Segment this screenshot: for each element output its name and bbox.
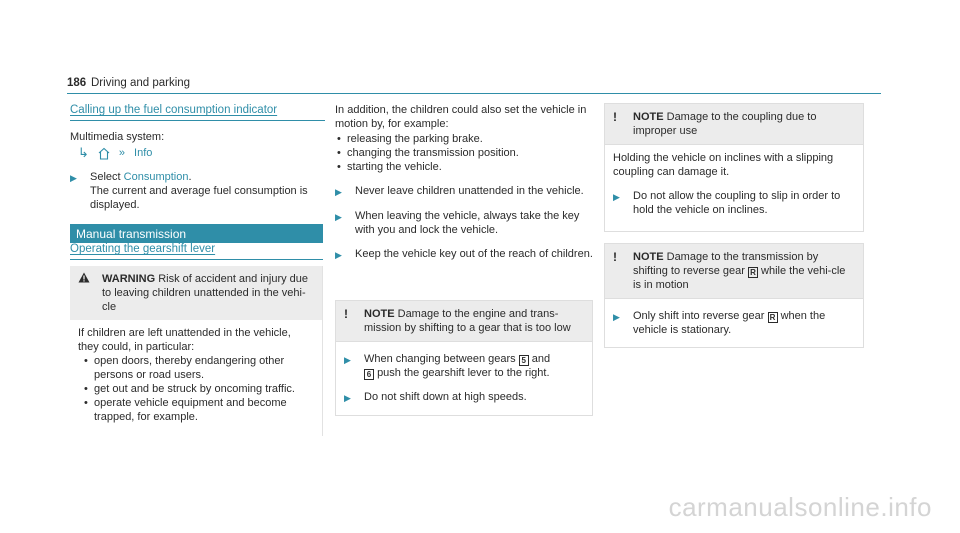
warning-box — [70, 266, 323, 436]
step-item — [335, 209, 597, 237]
step-text: When changing between gears 5 and 6 push the gearshift lever to the right. — [364, 353, 551, 379]
page-header — [67, 74, 881, 94]
step-arrow-icon: ▶ — [335, 187, 342, 197]
turn-arrow-icon: ↳ — [78, 145, 89, 160]
list-item: • changing the transmission position. — [335, 146, 597, 160]
calling-heading: Calling up the fuel consumption indicator — [70, 103, 325, 121]
note-title-text: Damage to the engine and trans-mission by shifting to a gear that is too low — [364, 308, 571, 334]
gearshift-heading: Operating the gearshift lever — [70, 242, 323, 260]
step-item — [335, 247, 597, 262]
chapter-title: Driving and parking — [91, 77, 191, 89]
step-item — [344, 352, 584, 380]
section-title-bar: Manual transmission — [70, 224, 323, 243]
step-arrow-icon: ▶ — [344, 355, 351, 365]
list-item: • releasing the parking brake. — [335, 132, 597, 146]
column-3 — [604, 103, 866, 348]
select-description: The current and average fuel consumption is displayed. — [90, 185, 308, 211]
list-item: • get out and be struck by oncoming traffic. — [82, 382, 314, 396]
column-2 — [335, 103, 597, 403]
warning-intro: If children are left unattended in the vehicle, they could, in particular: — [78, 327, 291, 353]
warning-text: Risk of accident and injury due to leaving children unattended in the vehi-cle — [102, 273, 309, 313]
note-label: NOTE — [633, 111, 664, 123]
coupling-note-box — [604, 103, 864, 232]
step-item — [613, 189, 855, 217]
note-header — [605, 104, 863, 144]
step-arrow-icon: ▶ — [335, 250, 342, 260]
note-title — [364, 307, 584, 335]
select-label: Select — [90, 171, 121, 183]
step-arrow-icon: ▶ — [613, 312, 620, 322]
note-body — [605, 145, 863, 231]
gear-6-key: 6 — [364, 369, 374, 380]
step-item — [344, 390, 584, 405]
select-text — [90, 170, 325, 212]
engine-note-box — [335, 300, 593, 416]
column-1 — [70, 103, 325, 423]
note-title-text: while the vehi-cle is in motion — [633, 265, 846, 291]
step-arrow-icon: ▶ — [344, 393, 351, 403]
step-item — [613, 309, 855, 337]
note-label: NOTE — [364, 308, 395, 320]
col2-intro: In addition, the children could also set the vehicle in motion by, for example: — [335, 104, 587, 130]
note-header — [336, 301, 592, 341]
exclamation-icon: ! — [613, 110, 617, 124]
step-arrow-icon: ▶ — [70, 173, 77, 183]
nav-info-link[interactable]: Info — [134, 147, 153, 159]
home-icon — [98, 147, 110, 160]
step-arrow-icon: ▶ — [335, 212, 342, 222]
step-text: Do not shift down at high speeds. — [364, 391, 527, 403]
warning-header — [70, 266, 322, 320]
note-body-text: Holding the vehicle on inclines with a slipping coupling can damage it. — [613, 152, 834, 178]
step-text: Keep the vehicle key out of the reach of children. — [355, 248, 593, 260]
consumption-link[interactable]: Consumption — [123, 171, 189, 183]
note-header — [605, 244, 863, 298]
page-number: 186 — [67, 77, 87, 89]
reverse-gear-key: R — [748, 267, 758, 278]
page-footer — [0, 482, 960, 533]
list-item: • open doors, thereby endangering other persons or road users. — [82, 354, 314, 382]
double-chevron-icon: » — [118, 147, 126, 159]
watermark: carmanualsonline.info — [668, 492, 932, 522]
note-title-text: Damage to the coupling due to improper use — [633, 111, 817, 137]
nav-path — [78, 146, 325, 160]
note-title — [633, 110, 855, 138]
exclamation-icon: ! — [613, 250, 617, 264]
step-text: When leaving the vehicle, always take the key with you and lock the vehicle. — [355, 210, 580, 236]
reverse-gear-key: R — [768, 312, 778, 323]
list-item: • operate vehicle equipment and become trapped, for example. — [82, 396, 314, 424]
select-step — [70, 170, 325, 212]
transmission-note-box — [604, 243, 864, 348]
note-title-text: Damage to the transmission by shifting to reverse gear — [633, 251, 819, 277]
step-text: Never leave children unattended in the vehicle. — [355, 185, 584, 197]
warning-triangle-icon — [78, 272, 92, 314]
multimedia-label: Multimedia system: — [70, 131, 165, 143]
warning-title — [102, 272, 314, 314]
step-text: Do not allow the coupling to slip in order to hold the vehicle on inclines. — [633, 190, 841, 216]
step-arrow-icon: ▶ — [613, 192, 620, 202]
warning-body — [70, 320, 322, 424]
warning-label: WARNING — [102, 273, 156, 285]
select-end: . — [188, 171, 192, 183]
step-text: Only shift into reverse gear R when the vehicle is stationary. — [633, 310, 826, 336]
note-body — [605, 299, 863, 347]
col2-bullets — [335, 132, 597, 174]
note-title — [633, 250, 855, 292]
warning-bullets — [82, 354, 314, 424]
note-label: NOTE — [633, 251, 664, 263]
list-item: • starting the vehicle. — [335, 160, 597, 174]
step-item — [335, 184, 597, 199]
note-body — [336, 342, 592, 415]
exclamation-icon: ! — [344, 307, 348, 321]
gear-5-key: 5 — [519, 355, 529, 366]
